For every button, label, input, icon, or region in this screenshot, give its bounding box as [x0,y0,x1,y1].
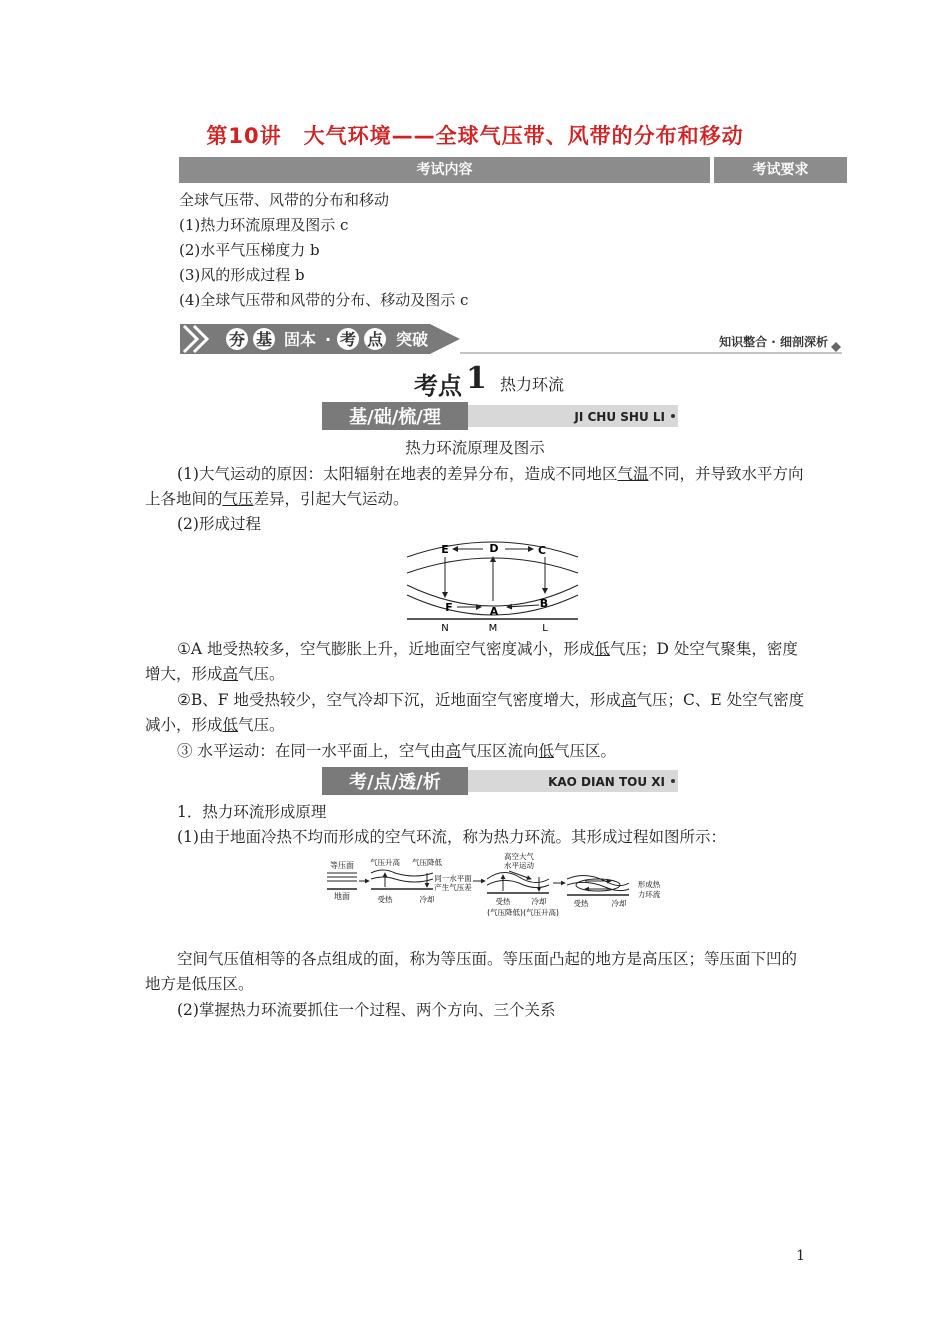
formation-process-diagram [323,849,668,919]
point-label: D [489,542,499,555]
section-tag-kaodiantouxi [322,767,682,795]
table-row: (3)风的形成过程 b [179,266,305,284]
point-label: A [489,605,499,618]
diagram-label: 受热 [377,895,393,904]
diagram-label: 地面 [334,892,350,901]
heading-principle: 热力环流原理及图示 [405,439,545,457]
diagram-label: 冷却 [611,899,627,908]
diagram-label: 同一水平面 [434,874,472,883]
section-tag-text: 考/点/透/析 [349,772,441,793]
diagram-label: 冷却 [419,895,435,904]
table-row: 全球气压带、风带的分布和移动 [179,191,390,209]
paragraph-process-heading: (2)形成过程 [177,515,261,533]
diagram-label: 等压面 [330,861,354,870]
table-row: (1)热力环流原理及图示 c [179,216,349,234]
paragraph-point-b: ②B、F 地受热较少，空气冷却下沉，近地面空气密度增大，形成高气压；C、E 处空气密度减小，形成低气压。 [145,691,805,734]
paragraph-cause: (1)大气运动的原因：太阳辐射在地表的差异分布，造成不同地区气温不同，并导致水平方向上各地间的气压差异，引起大气运动。 [145,465,804,508]
ground-label: L [542,623,548,633]
kaodian-label: 考点 [414,372,462,400]
banner-char: 固本 [283,330,317,349]
diagram-label: 受热 [573,899,589,908]
diagram-label: 力环流 [637,890,661,899]
heading-principle-2: 1．热力环流形成原理 [177,803,327,821]
section-tag-jichushuli [322,402,682,430]
banner-right-text: 知识整合 · 细剖深析 [719,335,828,349]
ground-label: N [441,623,449,633]
kaodian-number: 1 [466,361,487,396]
diagram-label: (气压降低) [487,908,523,917]
paragraph-isobaric: 空间气压值相等的各点组成的面，称为等压面。等压面凸起的地方是高压区；等压面下凹的地方是低压区。 [145,950,798,993]
section-tag-text: 基/础/梳/理 [349,407,441,428]
point-label: B [539,597,549,610]
point-label: E [441,543,449,556]
paragraph-point-a: ①A 地受热较多，空气膨胀上升，近地面空气密度减小，形成低气压；D 处空气聚集，密度增大，形成高气压。 [145,640,798,683]
banner-char: 基 [255,330,273,349]
banner-char: 考 [339,330,357,349]
table-header-content: 考试内容 [179,157,710,183]
point-label: F [445,601,453,614]
diagram-label: 形成热 [637,880,661,889]
table-header-requirement: 考试要求 [714,157,847,183]
kaodian-name: 热力环流 [500,375,565,394]
diagram-label: 高空大气 [504,852,534,861]
ground-label: M [488,623,498,633]
table-row: (4)全球气压带和风带的分布、移动及图示 c [179,291,469,309]
banner-char: · [324,330,332,349]
diagram-label: 气压升高 [370,858,400,867]
point-label: C [537,544,547,557]
document-title: 第10讲 大气环境——全球气压带、风带的分布和移动 [206,124,744,148]
section-tag-pinyin: JI CHU SHU LI [574,410,665,424]
diamond-icon [831,342,841,352]
section-banner [180,320,847,358]
diagram-label: 气压降低 [412,858,442,867]
thermal-circulation-diagram [405,535,580,633]
banner-char: 突破 [395,330,429,349]
page-number: 1 [796,1248,805,1264]
diagram-label: 水平运动 [504,861,534,870]
diagram-label: 受热 [495,897,511,906]
banner-char: 点 [366,330,384,349]
diagram-label: 产生气压差 [434,883,472,892]
diagram-label: 冷却 [531,897,547,906]
paragraph-horizontal: ③ 水平运动：在同一水平面上，空气由高气压区流向低气压区。 [177,742,616,760]
table-row: (2)水平气压梯度力 b [179,241,320,259]
paragraph-definition: (1)由于地面冷热不均而形成的空气环流，称为热力环流。其形成过程如图所示： [177,828,726,846]
section-tag-pinyin: KAO DIAN TOU XI [548,775,665,789]
paragraph-key-points: (2)掌握热力环流要抓住一个过程、两个方向、三个关系 [177,1001,556,1019]
banner-char: 夯 [228,330,246,349]
diagram-label: (气压升高) [523,908,559,917]
